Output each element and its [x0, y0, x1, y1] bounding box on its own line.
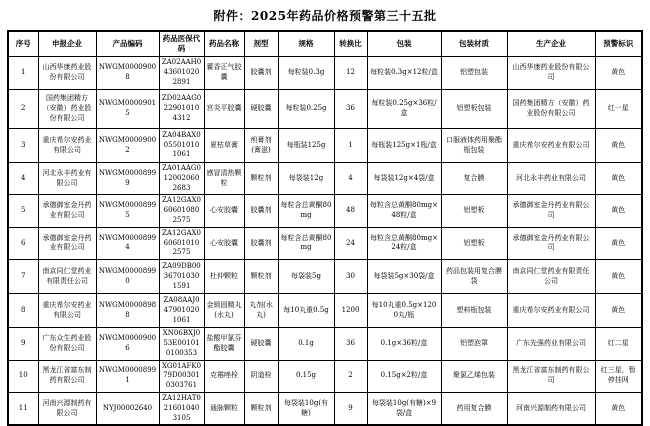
cell-insurance-code: ZA09DB00367010301591	[159, 260, 204, 294]
cell-dosage-form: 颗粒剂	[244, 260, 278, 294]
cell-package: 每袋装10g(有糖)×9袋/盒	[367, 392, 441, 425]
col-dosage-form: 剂型	[244, 31, 278, 57]
cell-product-code: NWGM00009006	[96, 328, 159, 360]
cell-product-code: NYJ00002640	[96, 392, 159, 425]
cell-warning-flag: 黄色	[595, 195, 642, 227]
cell-applicant: 广东众生药业股份有限公司	[38, 328, 96, 360]
cell-spec: 每袋装5g	[278, 260, 334, 294]
cell-seq: 1	[8, 57, 38, 90]
cell-insurance-code: ZA02AAH0436010202891	[159, 57, 204, 90]
cell-package: 每袋装12g×4袋/盒	[367, 163, 441, 195]
cell-drug-name: 感冒清热颗粒	[204, 163, 244, 195]
cell-applicant: 河北永丰药业有限公司	[38, 163, 96, 195]
cell-seq: 9	[8, 328, 38, 360]
col-conversion-ratio: 转换比	[334, 31, 367, 57]
cell-dosage-form: 胶囊剂	[244, 195, 278, 227]
cell-manufacturer: 河北永丰药业有限公司	[507, 163, 595, 195]
cell-applicant: 承德御室金丹药业有限公司	[38, 227, 96, 259]
cell-package-material: 口服液体药用聚酯瓶包装	[441, 129, 507, 163]
cell-drug-name: 藿香正气胶囊	[204, 57, 244, 90]
cell-insurance-code: ZA12GAX0606010102575	[159, 227, 204, 259]
cell-applicant: 南京同仁堂药业有限责任公司	[38, 260, 96, 294]
cell-insurance-code: ZA08AAJ0479010201061	[159, 294, 204, 328]
cell-drug-name: 克霉唑栓	[204, 360, 244, 392]
cell-manufacturer: 承德御室金丹药业有限公司	[507, 227, 595, 259]
cell-package: 0.1g×36粒/盒	[367, 328, 441, 360]
cell-product-code: NWGM00009008	[96, 57, 159, 90]
cell-package-material: 聚氯乙烯包装	[441, 360, 507, 392]
cell-spec: 每袋装10g(有糖)	[278, 392, 334, 425]
cell-product-code: NWGM00009015	[96, 90, 159, 129]
cell-product-code: NWGM00008990	[96, 260, 159, 294]
cell-insurance-code: XN06BXJ053E001010100353	[159, 328, 204, 360]
col-applicant: 申报企业	[38, 31, 96, 57]
cell-seq: 3	[8, 129, 38, 163]
cell-warning-flag: 黄色	[595, 129, 642, 163]
cell-seq: 10	[8, 360, 38, 392]
cell-warning-flag: 红一星	[595, 90, 642, 129]
cell-manufacturer: 国药集团精方（安徽）药业股份有限公司	[507, 90, 595, 129]
cell-package-material: 塑料瓶包装	[441, 294, 507, 328]
cell-dosage-form: 硬胶囊	[244, 90, 278, 129]
document-page	[0, 9, 650, 423]
table-row	[8, 294, 642, 328]
cell-manufacturer: 南京同仁堂药业有限责任公司	[507, 260, 595, 294]
cell-seq: 5	[8, 195, 38, 227]
cell-insurance-code: ZA01AAG0120020602683	[159, 163, 204, 195]
col-package-material: 包装材质	[441, 31, 507, 57]
col-warning-flag: 预警标识	[595, 31, 642, 57]
cell-spec: 每粒含总黄酮80mg	[278, 227, 334, 259]
cell-spec: 每粒装0.25g	[278, 90, 334, 129]
cell-seq: 4	[8, 163, 38, 195]
cell-warning-flag: 黄色	[595, 227, 642, 259]
cell-conversion-ratio: 2	[334, 360, 367, 392]
cell-insurance-code: XG01AFK079D003010303761	[159, 360, 204, 392]
cell-package: 0.15g×2粒/盒	[367, 360, 441, 392]
cell-package-material: 铝塑泡罩	[441, 328, 507, 360]
col-seq: 序号	[8, 31, 38, 57]
table-row	[8, 163, 642, 195]
cell-seq: 8	[8, 294, 38, 328]
cell-applicant: 河南兴源制药有限公司	[38, 392, 96, 425]
cell-manufacturer: 承德御室金丹药业有限公司	[507, 195, 595, 227]
cell-applicant: 黑龙江省富东制药有限公司	[38, 360, 96, 392]
cell-warning-flag: 红二星	[595, 328, 642, 360]
cell-warning-flag: 黄色	[595, 163, 642, 195]
col-insurance-code: 药品医保代码	[159, 31, 204, 57]
cell-product-code: NWGM00008999	[96, 163, 159, 195]
cell-product-code: NWGM00009002	[96, 129, 159, 163]
cell-seq: 2	[8, 90, 38, 129]
cell-drug-name: 杜仲颗粒	[204, 260, 244, 294]
cell-spec: 每10丸重0.5g	[278, 294, 334, 328]
cell-conversion-ratio: 24	[334, 227, 367, 259]
cell-conversion-ratio: 1200	[334, 294, 367, 328]
cell-product-code: NWGM00008995	[96, 195, 159, 227]
cell-conversion-ratio: 12	[334, 57, 367, 90]
table-row	[8, 57, 642, 90]
cell-applicant: 重庆希尔安药业有限公司	[38, 294, 96, 328]
cell-manufacturer: 重庆希尔安药业有限公司	[507, 129, 595, 163]
cell-conversion-ratio: 9	[334, 392, 367, 425]
cell-package-material: 铝塑板包装	[441, 90, 507, 129]
table-row	[8, 227, 642, 259]
cell-manufacturer: 广东先强药业有限公司	[507, 328, 595, 360]
table-row	[8, 392, 642, 425]
cell-manufacturer: 山西华康药业股份有限公司	[507, 57, 595, 90]
cell-drug-name: 金锁固精丸(水丸)	[204, 294, 244, 328]
col-package: 包装	[367, 31, 441, 57]
cell-seq: 6	[8, 227, 38, 259]
cell-conversion-ratio: 30	[334, 260, 367, 294]
cell-package: 每袋装5g×30袋/盒	[367, 260, 441, 294]
cell-package: 每粒装0.25g×36粒/盒	[367, 90, 441, 129]
cell-package: 每粒含总黄酮80mg×24粒/盒	[367, 227, 441, 259]
cell-drug-name: 心安胶囊	[204, 195, 244, 227]
header-row	[8, 31, 642, 57]
cell-drug-name: 夏枯草膏	[204, 129, 244, 163]
cell-spec: 0.15g	[278, 360, 334, 392]
cell-product-code: NWGM00008991	[96, 360, 159, 392]
cell-package-material: 铝塑包装	[441, 57, 507, 90]
cell-package: 每粒装0.3g×12粒/盒	[367, 57, 441, 90]
cell-product-code: NWGM00008988	[96, 294, 159, 328]
price-warning-table	[7, 30, 643, 426]
cell-spec: 每瓶装125g	[278, 129, 334, 163]
cell-dosage-form: 阴道栓	[244, 360, 278, 392]
table-body	[8, 57, 642, 426]
cell-conversion-ratio: 36	[334, 328, 367, 360]
col-manufacturer: 生产企业	[507, 31, 595, 57]
col-product-code: 产品编码	[96, 31, 159, 57]
col-spec: 规格	[278, 31, 334, 57]
table-row	[8, 328, 642, 360]
cell-package-material: 药用复合膜	[441, 392, 507, 425]
cell-seq: 7	[8, 260, 38, 294]
cell-package-material: 药品包装用复合膜袋	[441, 260, 507, 294]
cell-conversion-ratio: 48	[334, 195, 367, 227]
table-row	[8, 195, 642, 227]
cell-insurance-code: ZA12HAT0216010403105	[159, 392, 204, 425]
cell-warning-flag: 黄色	[595, 392, 642, 425]
cell-drug-name: 盐酸甲氯芬酯胶囊	[204, 328, 244, 360]
cell-manufacturer: 重庆希尔安药业有限公司	[507, 294, 595, 328]
cell-package: 每粒含总黄酮80mg×48粒/盒	[367, 195, 441, 227]
cell-warning-flag: 黄色	[595, 294, 642, 328]
cell-applicant: 重庆希尔安药业有限公司	[38, 129, 96, 163]
page-title: 附件：2025年药品价格预警第三十五批	[213, 9, 437, 23]
cell-package-material: 铝塑板	[441, 195, 507, 227]
cell-package: 每瓶装125g×1瓶/盒	[367, 129, 441, 163]
cell-seq: 11	[8, 392, 38, 425]
cell-product-code: NWGM00008994	[96, 227, 159, 259]
cell-warning-flag: 黄色	[595, 57, 642, 90]
cell-dosage-form: 硬胶囊	[244, 328, 278, 360]
cell-dosage-form: 胶囊剂	[244, 227, 278, 259]
cell-insurance-code: ZD02AAG0229010104312	[159, 90, 204, 129]
table-row	[8, 360, 642, 392]
table-row	[8, 129, 642, 163]
table-row	[8, 260, 642, 294]
cell-drug-name: 宫炎平胶囊	[204, 90, 244, 129]
cell-dosage-form: 胶囊剂	[244, 57, 278, 90]
cell-spec: 每粒含总黄酮80mg	[278, 195, 334, 227]
table-row	[8, 90, 642, 129]
cell-spec: 每袋装12g	[278, 163, 334, 195]
cell-manufacturer: 河南兴源制药有限公司	[507, 392, 595, 425]
cell-applicant: 山西华康药业股份有限公司	[38, 57, 96, 90]
cell-warning-flag: 黄色	[595, 260, 642, 294]
cell-dosage-form: 丸剂(水丸)	[244, 294, 278, 328]
cell-conversion-ratio: 36	[334, 90, 367, 129]
cell-warning-flag: 红三星，暂停挂网	[595, 360, 642, 392]
cell-package-material: 复合膜	[441, 163, 507, 195]
cell-applicant: 承德御室金丹药业有限公司	[38, 195, 96, 227]
cell-package-material: 铝塑板	[441, 227, 507, 259]
cell-dosage-form: 颗粒剂	[244, 392, 278, 425]
cell-manufacturer: 黑龙江省富东制药有限公司	[507, 360, 595, 392]
cell-insurance-code: ZA12GAX0606010802575	[159, 195, 204, 227]
cell-package: 每10丸重0.5g×1200丸/瓶	[367, 294, 441, 328]
cell-dosage-form: 颗粒剂	[244, 163, 278, 195]
cell-drug-name: 心安胶囊	[204, 227, 244, 259]
cell-drug-name: 通脉颗粒	[204, 392, 244, 425]
col-drug-name: 药品名称	[204, 31, 244, 57]
cell-insurance-code: ZA04BAX0055010101061	[159, 129, 204, 163]
cell-conversion-ratio: 1	[334, 129, 367, 163]
cell-conversion-ratio: 4	[334, 163, 367, 195]
cell-applicant: 国药集团精方（安徽）药业股份有限公司	[38, 90, 96, 129]
cell-spec: 0.1g	[278, 328, 334, 360]
cell-dosage-form: 煎膏剂(膏滋)	[244, 129, 278, 163]
cell-spec: 每粒装0.3g	[278, 57, 334, 90]
